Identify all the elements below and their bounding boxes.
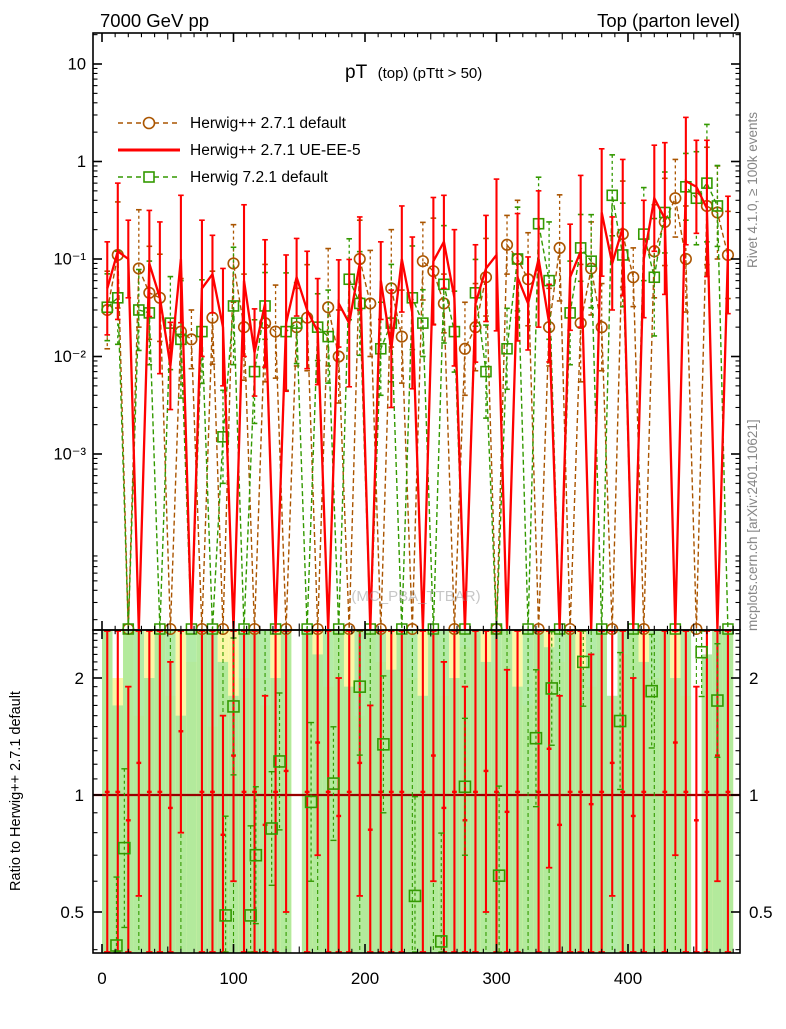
beam-energy-label: 7000 GeV pp xyxy=(100,10,210,31)
ratio-tick-label-left: 0.5 xyxy=(60,903,84,922)
y-axis-tick-label: 10 xyxy=(67,55,86,74)
ratio-tick-label-left: 1 xyxy=(74,786,84,805)
plot-title-sub: (top) (pTtt > 50) xyxy=(377,65,483,82)
mcplots-arxiv-note: mcplots.cern.ch [arXiv:2401.10621] xyxy=(745,419,760,631)
ratio-tick-label-right: 2 xyxy=(749,669,759,688)
ratio-uncertainty-bands xyxy=(102,631,733,953)
process-label: Top (parton level) xyxy=(597,10,740,31)
ratio-tick-label-right: 1 xyxy=(749,786,759,805)
y-axis-tick-label: 10⁻² xyxy=(53,348,86,366)
x-axis-tick-label: 100 xyxy=(219,969,248,988)
y-axis-tick-label: 10⁻³ xyxy=(53,445,86,464)
legend-label-herwig-ueee5: Herwig++ 2.7.1 UE-EE-5 xyxy=(190,142,361,159)
y-axis-tick-label: 10⁻¹ xyxy=(53,250,86,269)
legend-label-herwig7: Herwig 7.2.1 default xyxy=(190,169,328,186)
legend-circle-marker xyxy=(144,118,155,129)
ratio-tick-label-right: 0.5 xyxy=(749,903,773,922)
rivet-version-note: Rivet 4.1.0, ≥ 100k events xyxy=(745,112,760,268)
y-axis-tick-label: 1 xyxy=(76,153,86,171)
main-panel-data xyxy=(102,117,733,634)
watermark-analysis-id: (MC_PBA_TTBAR) xyxy=(351,588,481,605)
legend-square-marker xyxy=(144,172,154,182)
legend-label-herwig-default: Herwig++ 2.7.1 default xyxy=(190,115,346,132)
ratio-tick-label-left: 2 xyxy=(74,669,84,688)
x-axis-tick-label: 400 xyxy=(613,969,643,988)
plot-title-main: pT xyxy=(345,62,368,83)
plot-title xyxy=(345,62,482,83)
legend xyxy=(118,115,361,186)
x-axis-tick-label: 300 xyxy=(482,969,511,988)
x-axis-tick-label: 0 xyxy=(97,969,107,988)
ratio-axis-title: Ratio to Herwig++ 2.7.1 default xyxy=(8,691,24,891)
x-axis-tick-label: 200 xyxy=(350,969,380,988)
